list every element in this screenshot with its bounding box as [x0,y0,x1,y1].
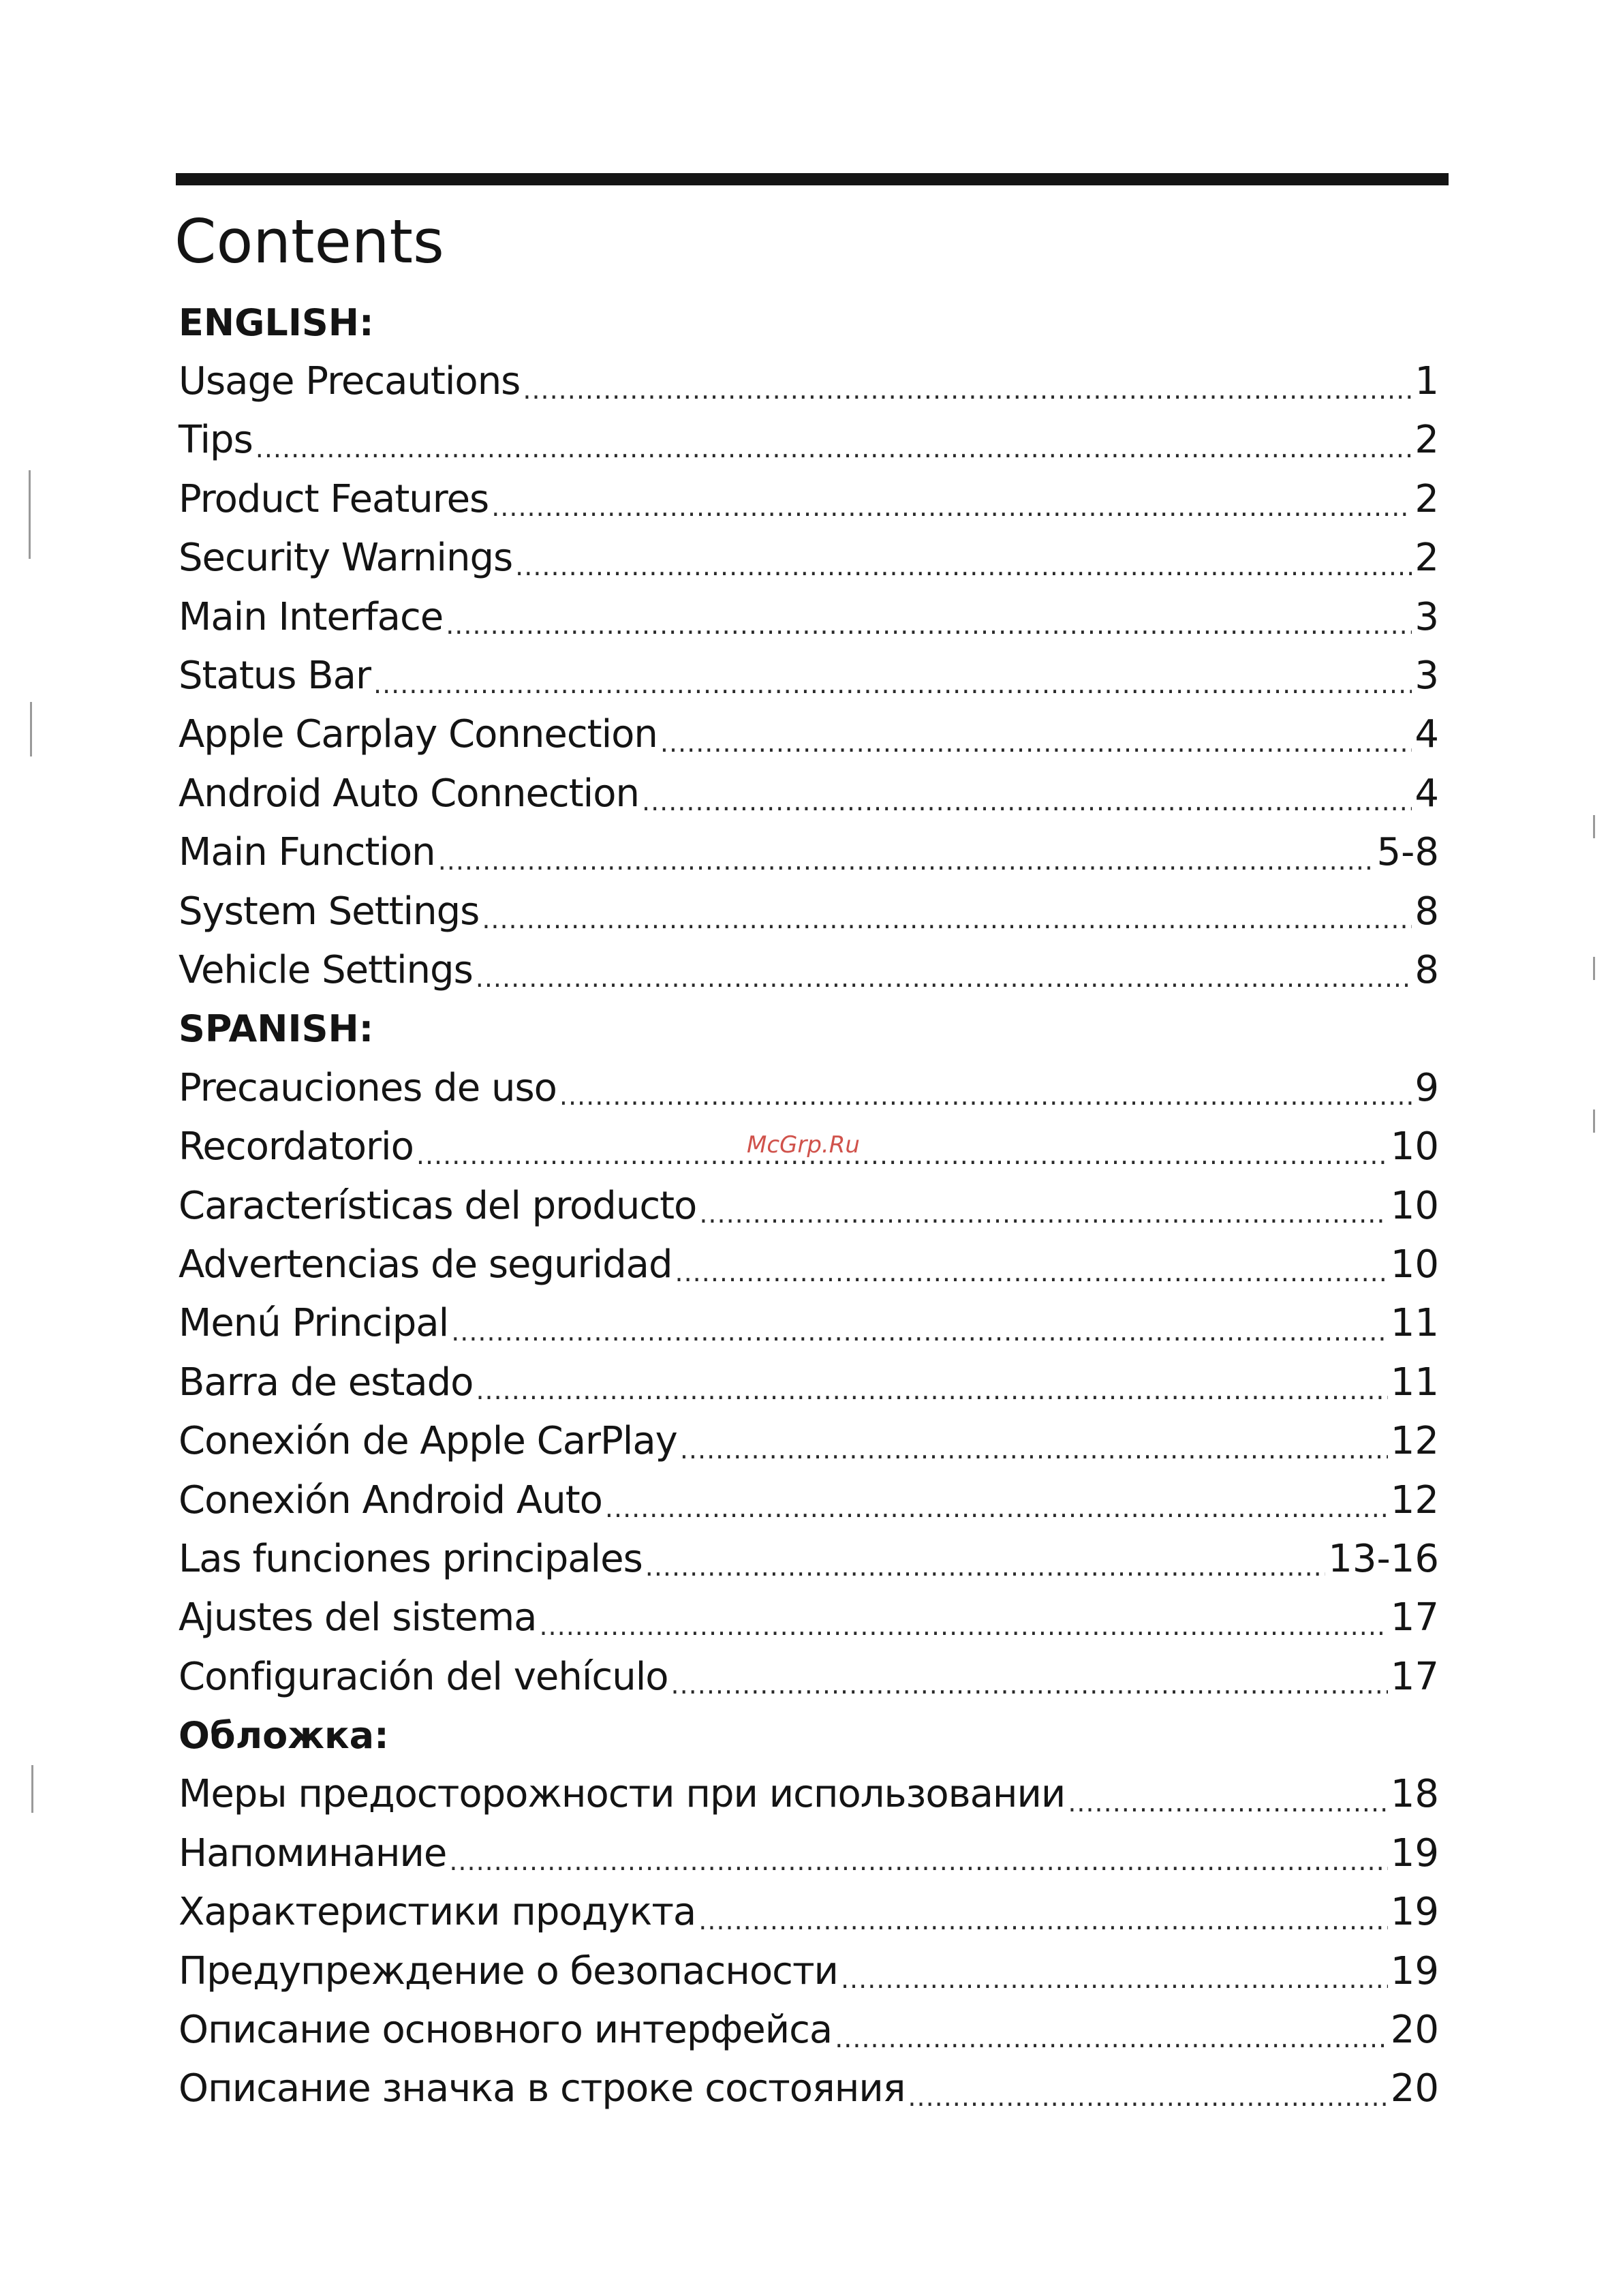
dot-leader [660,728,1412,758]
toc-entry-page: 13-16 [1328,1536,1439,1581]
scan-mark [1593,1109,1595,1133]
scan-mark [30,702,32,756]
watermark: McGrp.Ru [747,1131,860,1159]
toc-entry-label: Tips [179,418,253,463]
toc-entry-label: Menú Principal [179,1301,449,1346]
dot-leader [523,375,1412,405]
toc-entry-label: Advertencias de seguridad [179,1242,673,1287]
header-rule [176,173,1449,185]
toc-entry-page: 5-8 [1376,830,1439,875]
toc-entry-label: Ajustes del sistema [179,1595,537,1640]
toc-entry [179,1883,1439,1942]
toc-entry-page: 19 [1390,1890,1439,1935]
toc-entry [179,882,1439,940]
toc-entry-page: 4 [1415,712,1439,757]
toc-entry-label: Security Warnings [179,536,513,581]
toc-entry-page: 10 [1390,1242,1439,1287]
dot-leader [605,1493,1388,1523]
toc-entry [179,1824,1439,1882]
toc-entry [179,1529,1439,1588]
toc-entry [179,352,1439,410]
dot-leader [1068,1788,1387,1818]
toc-entry [179,646,1439,705]
page-title: Contents [174,206,444,277]
toc-entry-label: Conexión Android Auto [179,1478,602,1522]
toc-entry-page: 10 [1390,1183,1439,1228]
dot-leader [699,1199,1387,1229]
section-heading: SPANISH: [179,1007,374,1051]
toc-entry-page: 17 [1390,1654,1439,1699]
dot-leader [491,492,1412,522]
toc-entry-label: Android Auto Connection [179,771,639,816]
dot-leader [539,1611,1387,1641]
toc-entry-page: 8 [1415,889,1439,934]
dot-leader [698,1905,1387,1935]
toc-entry-page: 11 [1390,1360,1439,1405]
dot-leader [256,433,1412,463]
dot-leader [642,786,1412,816]
toc-entry-label: Apple Carplay Connection [179,712,658,757]
toc-entry-label: Характеристики продукта [179,1890,696,1935]
dot-leader [416,1140,1388,1170]
toc-entry-label: System Settings [179,889,480,934]
toc-entry [179,1235,1439,1294]
toc-entry-label: Configuración del vehículo [179,1654,668,1699]
toc-entry [179,1294,1439,1353]
toc-entry [179,2060,1439,2118]
toc-entry-label: Conexión de Apple CarPlay [179,1419,677,1464]
dot-leader [373,669,1412,699]
toc-entry [179,1176,1439,1235]
scan-mark [31,1765,33,1813]
toc-entry [179,705,1439,764]
dot-leader [476,1375,1387,1405]
toc-entry-label: Vehicle Settings [179,947,473,992]
toc-entry-page: 2 [1415,536,1439,581]
toc-entry-page: 8 [1415,947,1439,992]
dot-leader [446,610,1412,640]
toc-entry [179,1058,1439,1117]
toc-entry-page: 3 [1415,594,1439,639]
scan-mark [29,470,31,559]
toc-entry-label: Product Features [179,476,489,521]
toc-entry [179,823,1439,882]
toc-entry [179,1942,1439,2000]
toc-entry-page: 20 [1390,2008,1439,2053]
toc-entry-label: Barra de estado [179,1360,474,1405]
toc-entry-page: 12 [1390,1478,1439,1522]
scan-mark [1593,957,1595,980]
toc-entry-label: Precauciones de uso [179,1065,557,1110]
dot-leader [515,551,1412,581]
toc-entry-page: 1 [1415,359,1439,404]
toc-entry-label: Напоминание [179,1831,447,1876]
dot-leader [675,1257,1388,1287]
toc-entry [179,764,1439,823]
toc-entry [179,1765,1439,1824]
section-heading: ENGLISH: [179,301,374,344]
dot-leader [841,1964,1388,1994]
toc-entry-label: Usage Precautions [179,359,521,404]
dot-leader [671,1670,1388,1700]
dot-leader [449,1846,1387,1876]
toc-entry [179,1647,1439,1706]
dot-leader [438,846,1374,876]
toc-entry-label: Предупреждение о безопасности [179,1948,838,1993]
toc-entry-page: 2 [1415,418,1439,463]
toc-entry-page: 18 [1390,1772,1439,1817]
toc-entry [179,1411,1439,1470]
toc-entry-label: Описание значка в строке состояния [179,2066,906,2111]
toc-entry [179,2000,1439,2059]
dot-leader [451,1317,1388,1347]
toc-entry [179,1589,1439,1647]
toc-entry [179,587,1439,646]
toc-entry [179,1353,1439,1411]
toc-entry-label: Status Bar [179,654,371,699]
dot-leader [559,1081,1412,1111]
toc-entry-page: 4 [1415,771,1439,816]
toc-entry-label: Описание основного интерфейса [179,2008,833,2053]
scan-mark [1593,815,1595,838]
toc-entry-label: Main Function [179,830,435,875]
toc-entry [179,1471,1439,1529]
section-heading: Обложка: [179,1714,389,1758]
dot-leader [835,2023,1388,2053]
dot-leader [908,2082,1387,2112]
toc-entry-label: Меры предосторожности при использовании [179,1772,1066,1817]
dot-leader [482,904,1412,934]
toc-entry-label: Características del producto [179,1183,697,1228]
toc-entry [179,529,1439,587]
toc-entry-page: 10 [1390,1124,1439,1169]
toc-entry-page: 20 [1390,2066,1439,2111]
toc-entry-page: 11 [1390,1301,1439,1346]
toc-entry [179,470,1439,528]
toc-entry-page: 19 [1390,1831,1439,1876]
toc-entry-page: 17 [1390,1595,1439,1640]
toc-entry-page: 12 [1390,1419,1439,1464]
dot-leader [476,963,1412,993]
toc-entry [179,940,1439,999]
toc-entry-page: 9 [1415,1065,1439,1110]
table-of-contents [179,293,1439,2118]
toc-entry-label: Las funciones principales [179,1536,643,1581]
toc-entry-page: 19 [1390,1948,1439,1993]
toc-entry-page: 3 [1415,654,1439,699]
toc-entry [179,411,1439,470]
toc-entry-label: Recordatorio [179,1124,414,1169]
dot-leader [645,1552,1326,1582]
dot-leader [680,1435,1388,1465]
toc-entry-page: 2 [1415,476,1439,521]
toc-entry-label: Main Interface [179,594,444,639]
